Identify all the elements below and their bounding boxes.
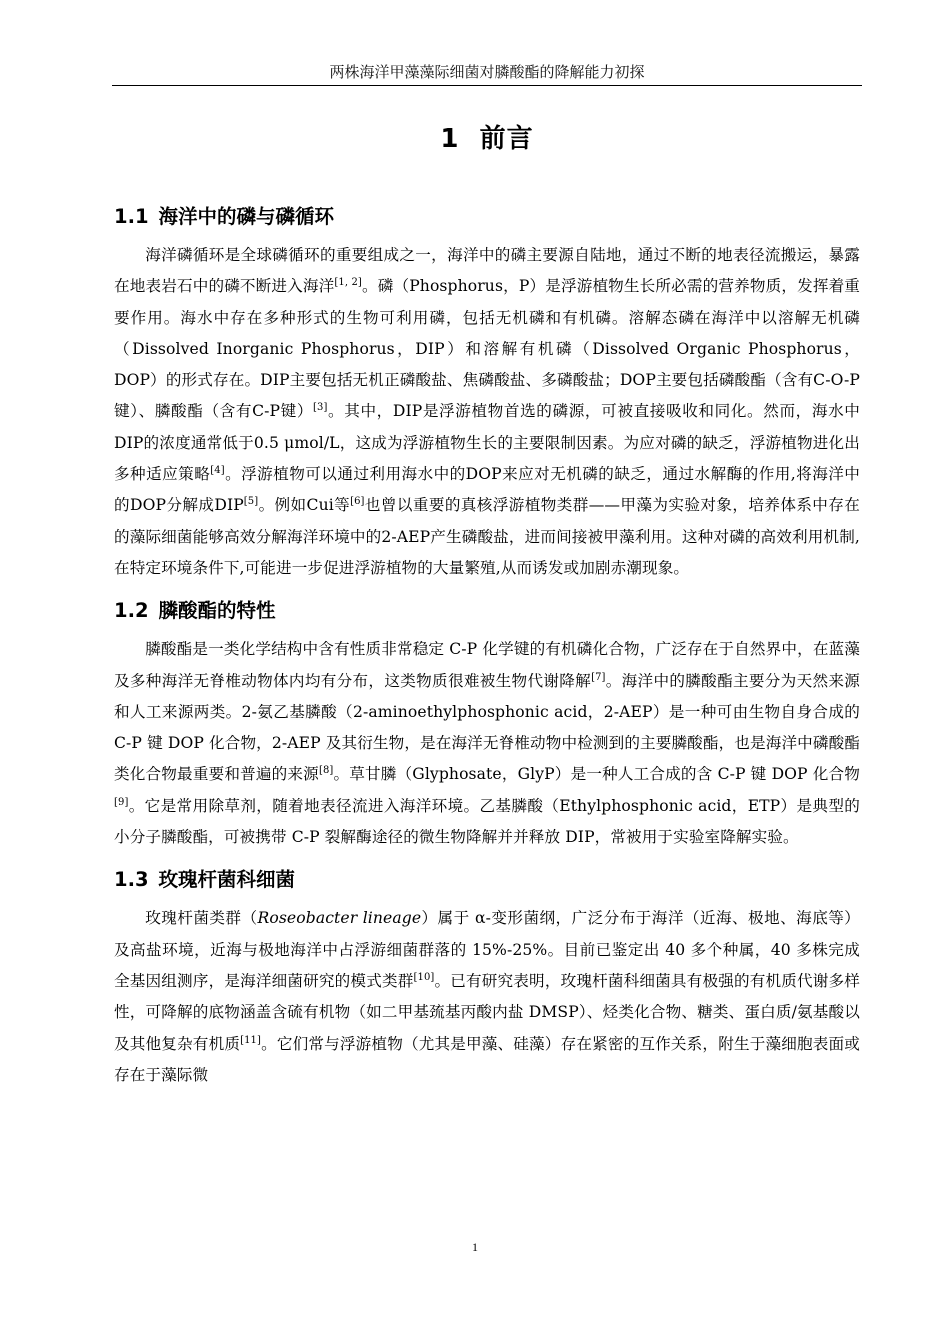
citation: [9]	[114, 796, 129, 808]
text-run: 。它们常与浮游植物（尤其是甲藻、硅藻）存在紧密的互作关系，附生于藻细胞表面或存在于藻际微	[114, 1034, 860, 1084]
section-1-2	[114, 594, 860, 853]
text-run: 。例如Cui等	[258, 496, 351, 515]
italic-term: Roseobacter lineage	[257, 909, 422, 928]
chapter-number: 1	[440, 124, 460, 154]
section-paragraph	[114, 903, 860, 1091]
header-rule	[112, 85, 862, 86]
citation: [5]	[243, 496, 259, 508]
section-1-3	[114, 863, 860, 1091]
text-run: 玫瑰杆菌类群（	[145, 909, 258, 928]
text-run: 。它是常用除草剂，随着地表径流进入海洋环境。乙基膦酸（Ethylphosphonic acid，ETP）是典型的小分子膦酸酯，可被携带 C-P 裂解酶途径的微生物降解并并释放 DIP，常被用于实验室降解实验。	[114, 796, 860, 847]
citation: [7]	[591, 671, 606, 683]
citation: [11]	[240, 1034, 262, 1046]
section-title: 玫瑰杆菌科细菌	[158, 868, 296, 892]
section-1-1	[114, 200, 860, 584]
section-title: 海洋中的磷与磷循环	[158, 205, 335, 228]
section-number: 1.3	[114, 868, 149, 892]
citation: [4]	[210, 465, 225, 477]
section-number: 1.1	[114, 205, 149, 228]
section-title: 膦酸酯的特性	[158, 599, 276, 623]
text-run: 海洋磷循环是全球磷循环的重要组成之一，海洋中的磷主要源自陆地，通过不断的地表径流搬运，暴露在地表岩石中的磷不断进入海洋	[114, 246, 860, 296]
chapter-title-text: 前言	[479, 124, 534, 154]
text-run: 。浮游植物可以通过利用海水中的DOP来应对无机磷的缺乏，通过水解酶的作用,将海洋中的DOP分解成DIP	[114, 465, 860, 515]
text-run: 。磷（Phosphorus，P）是浮游植物生长所必需的营养物质，发挥着重要作用。海水中存在多种形式的生物可利用磷，包括无机磷和有机磷。溶解态磷在海洋中以溶解无机磷（Dissolved Inorganic Phosphorus，DIP）和溶解有机磷（Dissolved Organic Phosphorus，DOP）的形式存在。DIP主要包括无机正磷酸盐、焦磷酸盐、多磷酸盐；DOP主要包括磷酸酯（含有C-O-P键）、膦酸酯（含有C-P键）	[114, 277, 860, 421]
citation: [3]	[313, 402, 328, 414]
section-heading	[114, 594, 860, 634]
section-heading	[114, 863, 860, 903]
citation: [10]	[413, 971, 435, 983]
text-run: 。其中，DIP是浮游植物首选的磷源，可被直接吸收和同化。然而，海水中DIP的浓度通常低于0.5 μmol/L，这成为浮游植物生长的主要限制因素。为应对磷的缺乏，浮游植物进化出多种适应策略	[114, 402, 860, 484]
text-run: 。草甘膦（Glyphosate，GlyP）是一种人工合成的含 C-P 键 DOP 化合物	[333, 765, 860, 784]
text-run: 。已有研究表明，玫瑰杆菌科细菌具有极强的有机质代谢多样性，可降解的底物涵盖含硫有机物（如二甲基巯基丙酸内盐 DMSP）、烃类化合物、糖类、蛋白质/氨基酸以及其他复杂有机质	[114, 971, 860, 1053]
text-run: 。海洋中的膦酸酯主要分为天然来源和人工来源两类。2-氨乙基膦酸（2-aminoethylphosphonic acid，2-AEP）是一种可由生物自身合成的 C-P 键 DOP 化合物，2-AEP 及其衍生物，是在海洋无脊椎动物中检测到的主要膦酸酯，也是海洋中磷酸酯类化合物最重要和普遍的来源	[114, 671, 860, 784]
section-heading	[114, 200, 860, 240]
citation: [8]	[318, 765, 334, 777]
running-header: 两株海洋甲藻藻际细菌对膦酸酯的降解能力初探	[329, 65, 645, 81]
text-run: 也曾以重要的真核浮游植物类群——甲藻为实验对象，培养体系中存在的藻际细菌能够高效分解海洋环境中的2-AEP产生磷酸盐，进而间接被甲藻利用。这种对磷的高效利用机制,在特定环境条件下,可能进一步促进浮游植物的大量繁殖,从而诱发或加剧赤潮现象。	[114, 496, 860, 577]
text-run: 膦酸酯是一类化学结构中含有性质非常稳定 C-P 化学键的有机磷化合物，广泛存在于自然界中，在蓝藻及多种海洋无脊椎动物体内均有分布，这类物质很难被生物代谢降解	[114, 640, 860, 690]
citation: [6]	[350, 496, 365, 508]
section-paragraph	[114, 634, 860, 853]
section-paragraph	[114, 240, 860, 584]
citation: [1, 2]	[334, 277, 362, 289]
page-number: 1	[472, 1240, 478, 1254]
section-number: 1.2	[114, 599, 149, 623]
text-run: ）属于 α-变形菌纲，广泛分布于海洋（近海、极地、海底等）及高盐环境，近海与极地海洋中占浮游细菌群落的 15%-25%。目前已鉴定出 40 多个种属，40 多株完成全基因组测序，是海洋细菌研究的模式类群	[114, 909, 860, 990]
page-content	[114, 200, 860, 1101]
chapter-title	[112, 120, 862, 158]
